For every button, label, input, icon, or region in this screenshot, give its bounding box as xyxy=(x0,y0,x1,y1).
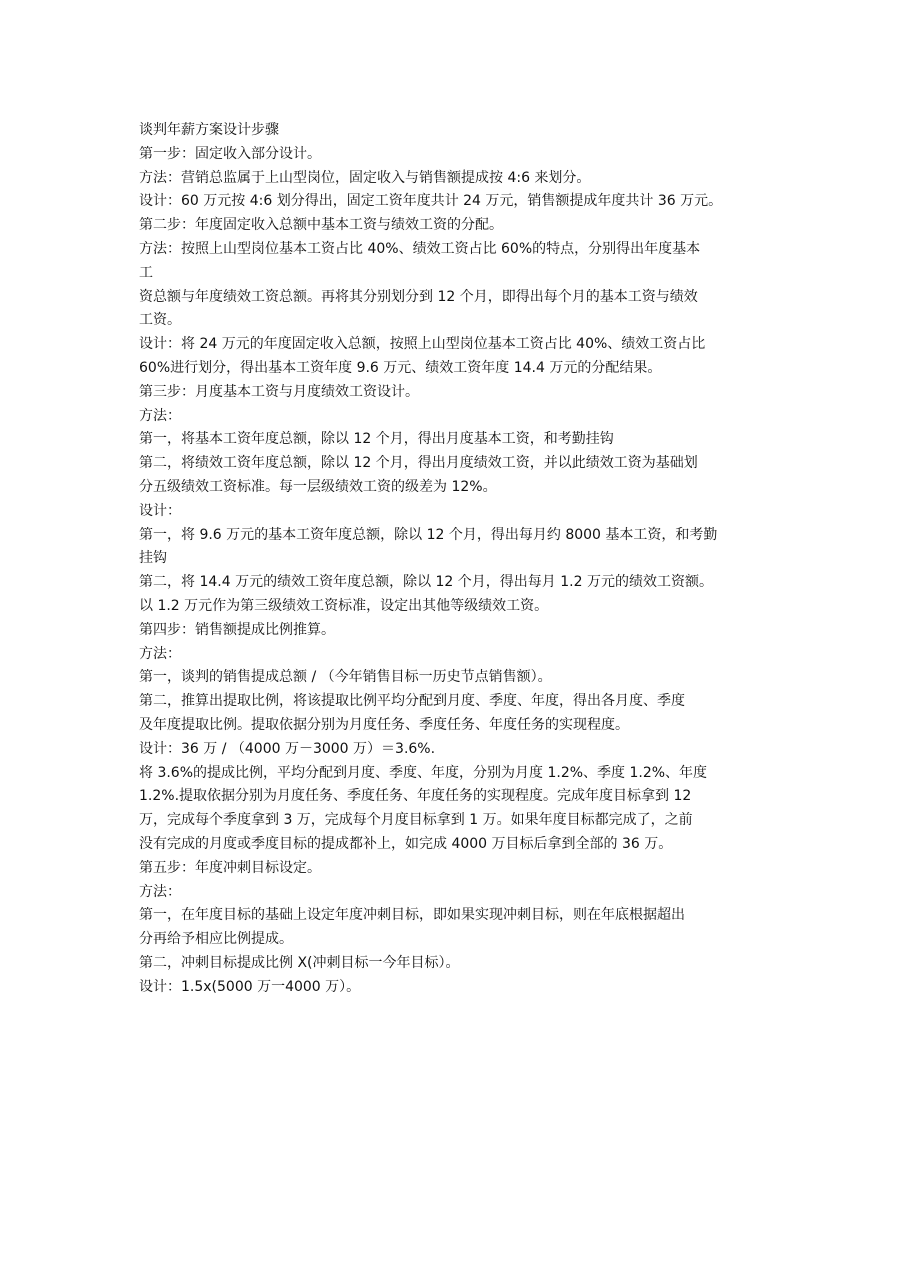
document-title: 谈判年薪方案设计步骤 xyxy=(139,122,279,138)
text-line: 方法：按照上山型岗位基本工资占比 40%、绩效工资占比 60%的特点，分别得出年度基本 xyxy=(139,240,701,257)
text-line: 工 xyxy=(139,264,153,281)
text-line: 第二，将 14.4 万元的绩效工资年度总额，除以 12 个月，得出每月 1.2 万元的绩效工资额。 xyxy=(139,574,713,591)
text-line: 60%进行划分，得出基本工资年度 9.6 万元、绩效工资年度 14.4 万元的分配结果。 xyxy=(139,359,662,376)
text-line: 第二，冲刺目标提成比例 X(冲刺目标一今年目标）。 xyxy=(139,954,460,971)
text-line: 第一，谈判的销售提成总额 / （今年销售目标一历史节点销售额）。 xyxy=(139,669,552,686)
text-line: 方法：营销总监属于上山型岗位，固定收入与销售额提成按 4:6 来划分。 xyxy=(139,169,591,186)
text-line: 第一，将基本工资年度总额，除以 12 个月，得出月度基本工资，和考勤挂钩 xyxy=(139,431,614,448)
text-line: 方法： xyxy=(139,407,181,424)
step-3-heading: 第三步：月度基本工资与月度绩效工资设计。 xyxy=(139,383,419,400)
text-line: 设计：1.5x(5000 万一4000 万）。 xyxy=(139,978,361,995)
text-line: 第一，在年度目标的基础上设定年度冲刺目标，即如果实现冲刺目标，则在年底根据超出 xyxy=(139,907,685,924)
text-line: 第二，将绩效工资年度总额，除以 12 个月，得出月度绩效工资，并以此绩效工资为基础划 xyxy=(139,455,698,472)
text-line: 设计：60 万元按 4:6 划分得出，固定工资年度共计 24 万元，销售额提成年度共计 36 万元。 xyxy=(139,193,723,210)
step-2-heading: 第二步：年度固定收入总额中基本工资与绩效工资的分配。 xyxy=(139,217,503,234)
step-1-heading: 第一步：固定收入部分设计。 xyxy=(139,145,321,162)
text-line: 方法： xyxy=(139,883,181,900)
text-line: 方法： xyxy=(139,645,181,662)
text-line: 以 1.2 万元作为第三级绩效工资标准，设定出其他等级绩效工资。 xyxy=(139,597,549,614)
text-line: 万，完成每个季度拿到 3 万，完成每个月度目标拿到 1 万。如果年度目标都完成了，之前 xyxy=(139,812,693,829)
text-line: 资总额与年度绩效工资总额。再将其分别划分到 12 个月，即得出每个月的基本工资与绩效 xyxy=(139,288,698,305)
text-line: 分五级绩效工资标准。每一层级绩效工资的级差为 12%。 xyxy=(139,478,497,495)
text-line: 及年度提取比例。提取依据分别为月度任务、季度任务、年度任务的实现程度。 xyxy=(139,716,629,733)
text-line: 1.2%.提取依据分别为月度任务、季度任务、年度任务的实现程度。完成年度目标拿到 12 xyxy=(139,788,692,805)
text-line: 第二，推算出提取比例，将该提取比例平均分配到月度、季度、年度，得出各月度、季度 xyxy=(139,693,685,710)
text-line: 设计： xyxy=(139,502,181,519)
text-line: 设计：36 万 / （4000 万－3000 万）＝3.6%. xyxy=(139,740,436,757)
document-body xyxy=(139,119,779,999)
text-line: 没有完成的月度或季度目标的提成都补上，如完成 4000 万目标后拿到全部的 36 万。 xyxy=(139,835,673,852)
step-5-heading: 第五步：年度冲刺目标设定。 xyxy=(139,859,321,876)
text-line: 设计：将 24 万元的年度固定收入总额，按照上山型岗位基本工资占比 40%、绩效工资占比 xyxy=(139,336,706,353)
text-line: 第一，将 9.6 万元的基本工资年度总额，除以 12 个月，得出每月约 8000 基本工资，和考勤 xyxy=(139,526,718,543)
step-4-heading: 第四步：销售额提成比例推算。 xyxy=(139,621,335,638)
text-line: 工资。 xyxy=(139,312,181,329)
text-line: 将 3.6%的提成比例，平均分配到月度、季度、年度，分别为月度 1.2%、季度 1.2%、年度 xyxy=(139,764,708,781)
text-line: 挂钩 xyxy=(139,550,167,567)
text-line: 分再给予相应比例提成。 xyxy=(139,931,293,948)
